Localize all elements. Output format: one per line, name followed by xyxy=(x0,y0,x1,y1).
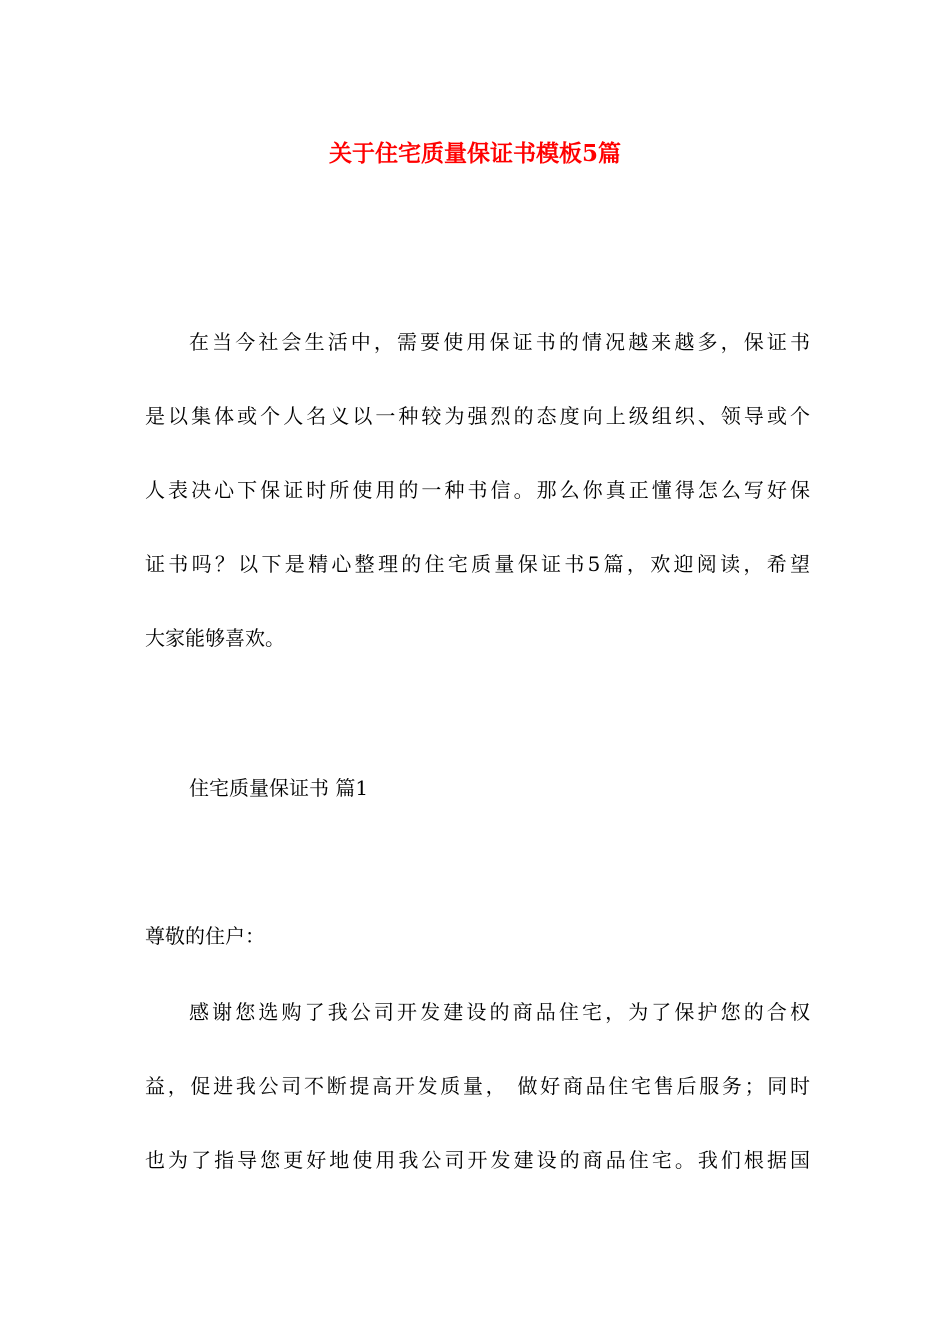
salutation: 尊敬的住户： xyxy=(145,924,265,948)
section-heading: 住宅质量保证书 篇1 xyxy=(189,776,369,800)
intro-line-5: 大家能够喜欢。 xyxy=(145,626,285,650)
body-line-2: 益，促进我公司不断提高开发质量， 做好商品住宅售后服务；同时 xyxy=(145,1074,810,1098)
document-title: 关于住宅质量保证书模板5篇 xyxy=(328,140,621,167)
intro-line-4: 证书吗？以下是精心整理的住宅质量保证书5篇，欢迎阅读，希望 xyxy=(145,552,810,576)
body-line-1: 感谢您选购了我公司开发建设的商品住宅，为了保护您的合权 xyxy=(189,1000,810,1024)
intro-line-1: 在当今社会生活中，需要使用保证书的情况越来越多，保证书 xyxy=(189,330,810,354)
intro-line-3: 人表决心下保证时所使用的一种书信。那么你真正懂得怎么写好保 xyxy=(145,478,810,502)
intro-line-2: 是以集体或个人名义以一种较为强烈的态度向上级组织、领导或个 xyxy=(145,404,810,428)
body-line-3: 也为了指导您更好地使用我公司开发建设的商品住宅。我们根据国 xyxy=(145,1148,810,1172)
